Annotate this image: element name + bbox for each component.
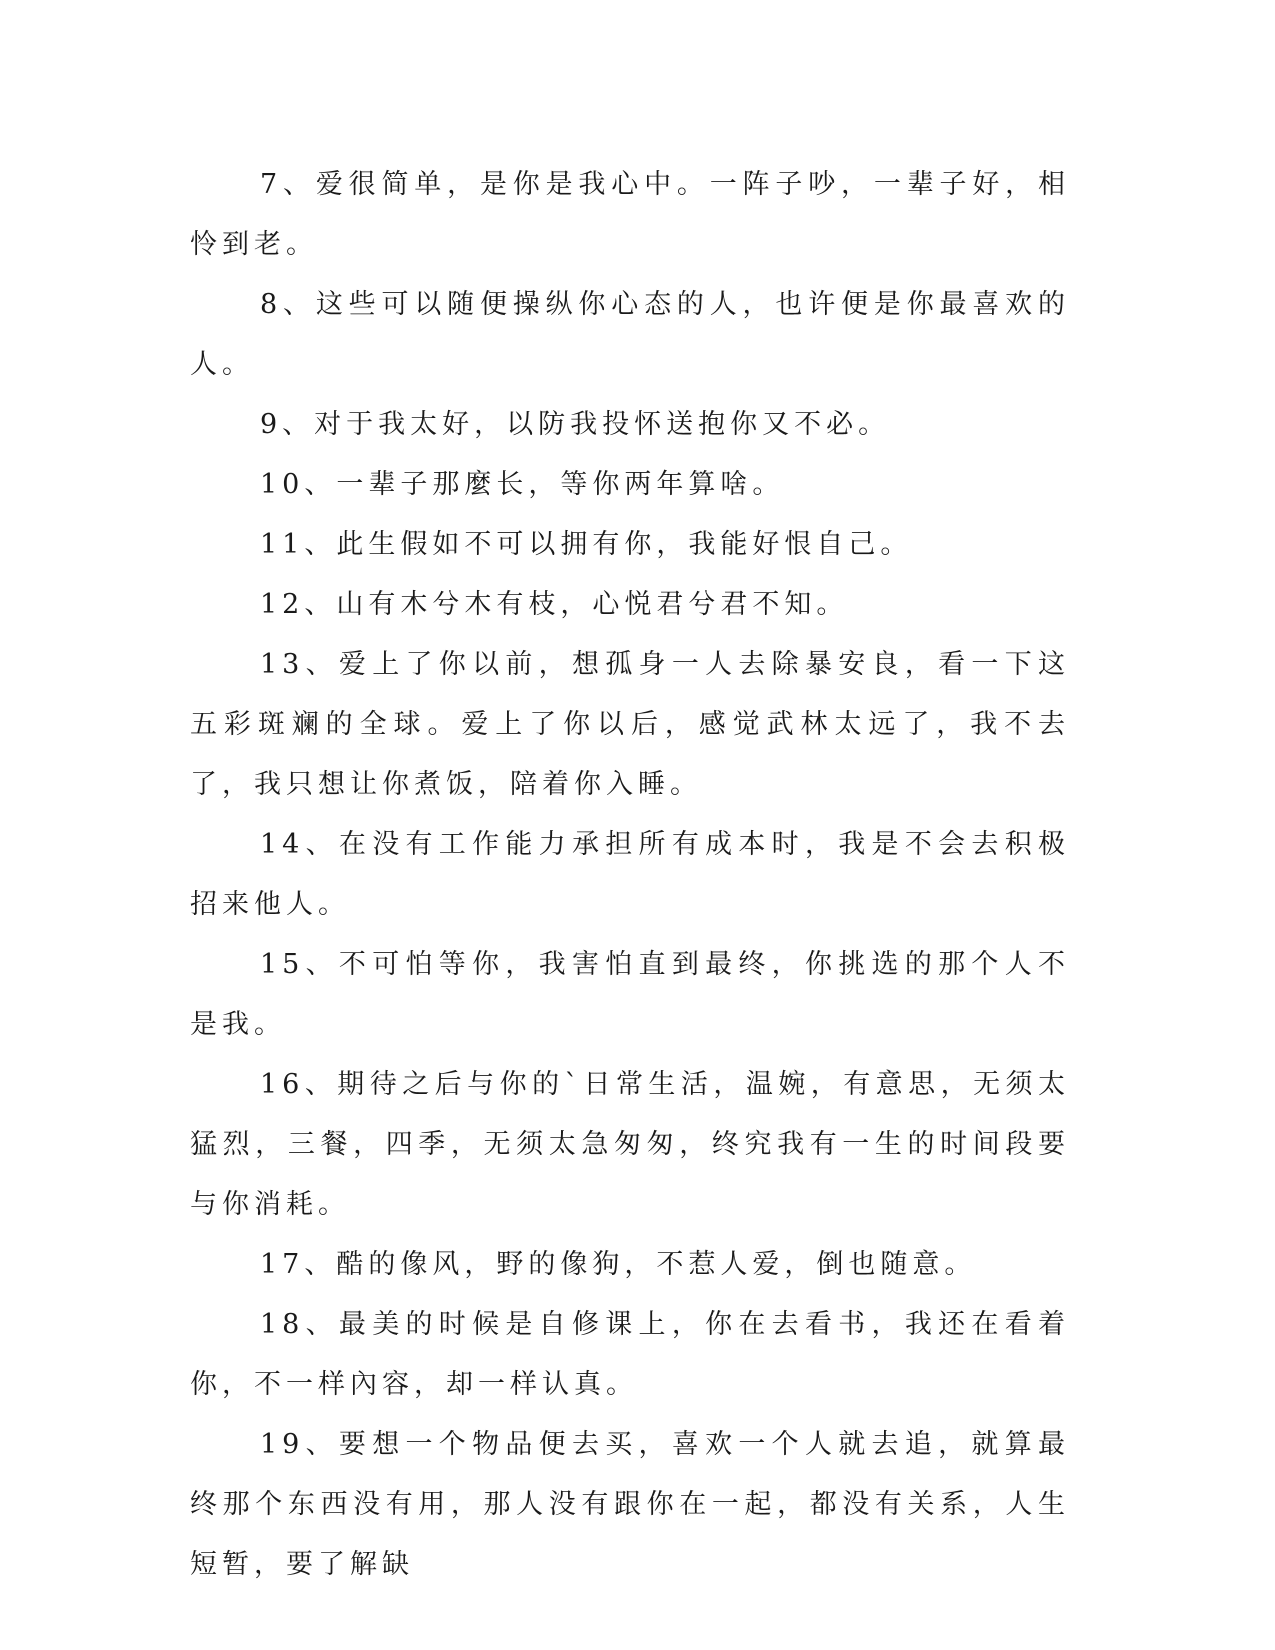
- paragraph-18: 18、最美的时候是自修课上，你在去看书，我还在看着你，不一样內容，却一样认真。: [190, 1309, 1070, 1400]
- paragraph-19: 19、要想一个物品便去买，喜欢一个人就去追，就算最终那个东西没有用，那人没有跟你在一起，都没有关系，人生短暂，要了解缺: [190, 1429, 1070, 1580]
- paragraph-8: 8、这些可以随便操纵你心态的人，也许便是你最喜欢的人。: [190, 289, 1070, 380]
- paragraph-9: 9、对于我太好，以防我投怀送抱你又不必。: [260, 409, 891, 440]
- paragraph-10: 10、一辈子那麼长，等你两年算啥。: [260, 469, 785, 500]
- paragraph-16: 16、期待之后与你的`日常生活，温婉，有意思，无须太猛烈，三餐，四季，无须太急匆匆，终究我有一生的时间段要与你消耗。: [190, 1069, 1070, 1220]
- paragraph-11: 11、此生假如不可以拥有你，我能好恨自己。: [260, 529, 913, 560]
- paragraph-13: 13、爱上了你以前，想孤身一人去除暴安良，看一下这五彩斑斓的全球。爱上了你以后，感觉武林太远了，我不去了，我只想让你煮饭，陪着你入睡。: [190, 649, 1070, 800]
- paragraph-15: 15、不可怕等你，我害怕直到最终，你挑选的那个人不是我。: [190, 949, 1070, 1040]
- paragraph-17: 17、酷的像风，野的像狗，不惹人爱，倒也随意。: [260, 1249, 977, 1280]
- paragraph-14: 14、在没有工作能力承担所有成本时，我是不会去积极招来他人。: [190, 829, 1070, 920]
- paragraph-7: 7、爱很简单，是你是我心中。一阵子吵，一辈子好，相怜到老。: [190, 169, 1070, 260]
- document-body: [190, 155, 1070, 1595]
- paragraph-12: 12、山有木兮木有枝，心悦君兮君不知。: [260, 589, 849, 620]
